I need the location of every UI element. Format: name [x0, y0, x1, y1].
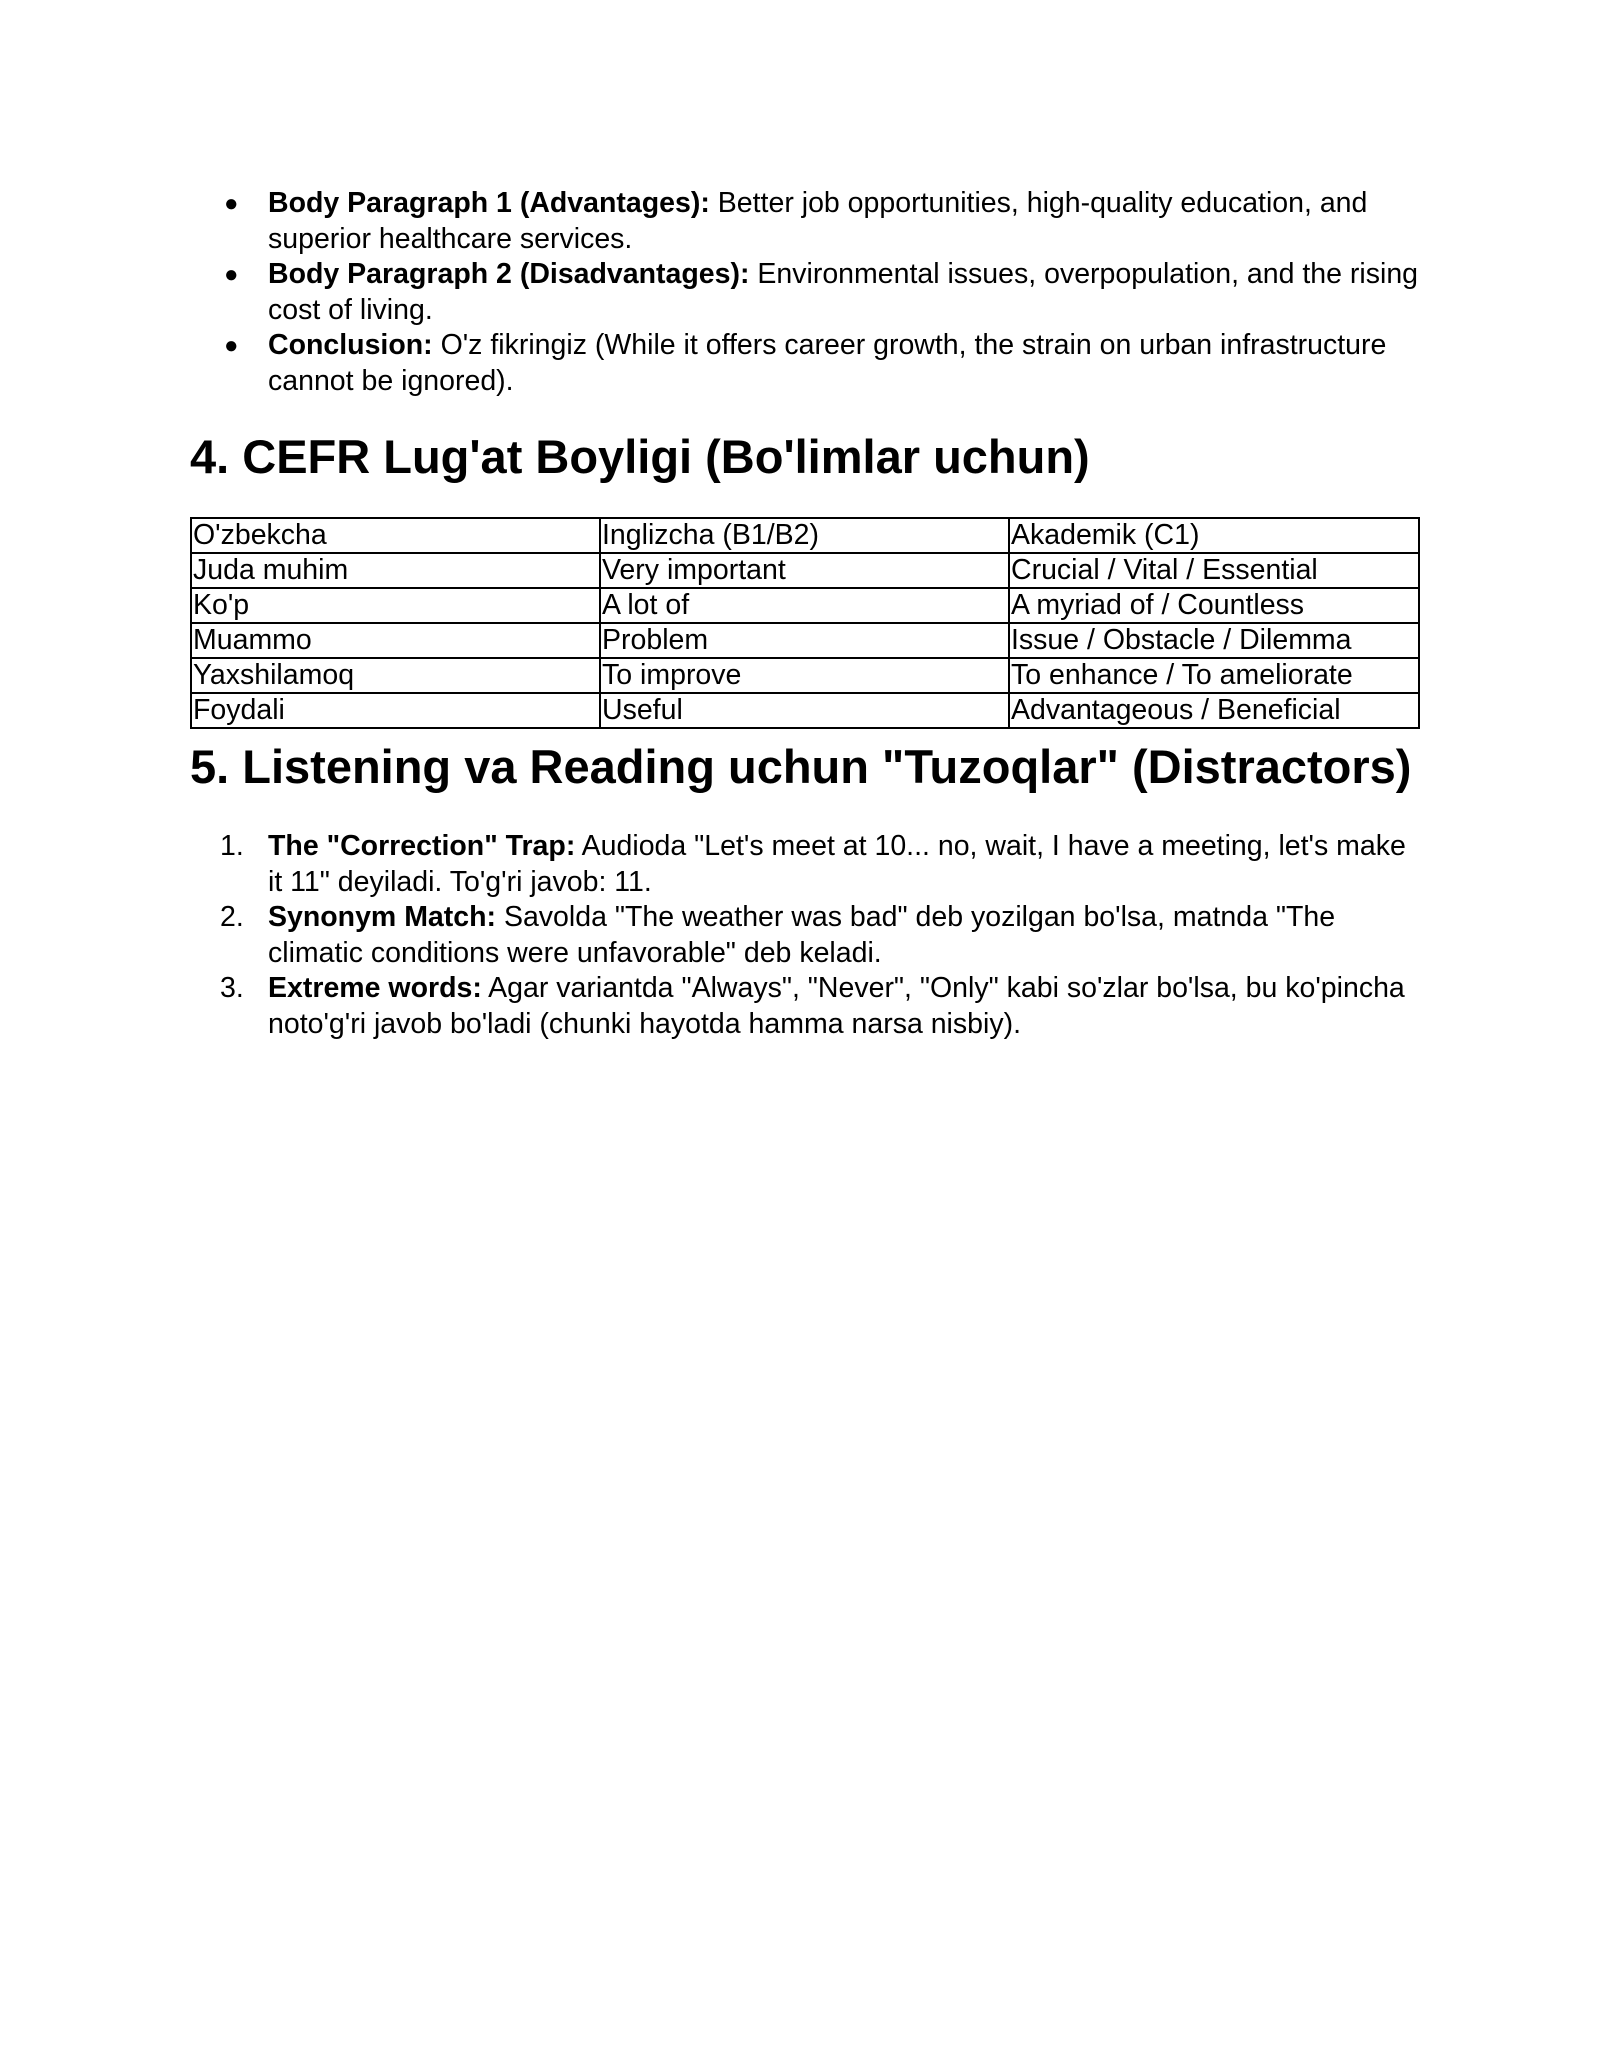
- list-item-text: Audioda "Let's meet at 10... no, wait, I have a meeting, let's make it 11" deyiladi. To'g'ri javob: 11.: [268, 830, 1406, 898]
- table-header-cell: O'zbekcha: [191, 518, 600, 553]
- list-item-text: O'z fikringiz (While it offers career growth, the strain on urban infrastructure cannot be ignored).: [268, 329, 1387, 397]
- table-cell: Very important: [600, 553, 1009, 588]
- table-row: [191, 693, 1419, 728]
- list-item-text: Environmental issues, overpopulation, and the rising cost of living.: [268, 258, 1419, 326]
- list-number: 2.: [220, 901, 244, 933]
- section-heading-vocabulary: 4. CEFR Lug'at Boyligi (Bo'limlar uchun): [190, 430, 1090, 483]
- list-item: [190, 186, 1420, 257]
- table-cell: A myriad of / Countless: [1009, 588, 1419, 623]
- table-row: [191, 623, 1419, 658]
- list-item-label: The "Correction" Trap:: [268, 830, 576, 862]
- section-heading-distractors: 5. Listening va Reading uchun "Tuzoqlar" (Distractors): [190, 740, 1412, 793]
- table-row: [191, 658, 1419, 693]
- list-number: 1.: [220, 830, 244, 862]
- table-cell: To improve: [600, 658, 1009, 693]
- list-item-text: Savolda "The weather was bad" deb yozilgan bo'lsa, matnda "The climatic conditions were unfavorable" deb keladi.: [268, 901, 1336, 969]
- table-cell: Problem: [600, 623, 1009, 658]
- table-cell: Yaxshilamoq: [191, 658, 600, 693]
- list-item: [190, 900, 1420, 971]
- table-cell: A lot of: [600, 588, 1009, 623]
- list-item: [190, 829, 1420, 900]
- list-item-text: Agar variantda "Always", "Never", "Only" kabi so'zlar bo'lsa, bu ko'pincha noto'g'ri javob bo'ladi (chunki hayotda hamma narsa nisbiy).: [268, 972, 1405, 1040]
- table-row: [191, 553, 1419, 588]
- table-cell: Ko'p: [191, 588, 600, 623]
- table-cell: Issue / Obstacle / Dilemma: [1009, 623, 1419, 658]
- bullet-icon: ●: [224, 332, 239, 359]
- table-cell: To enhance / To ameliorate: [1009, 658, 1419, 693]
- vocabulary-table: [190, 517, 1420, 729]
- list-item-label: Conclusion:: [268, 329, 433, 361]
- bullet-icon: ●: [224, 261, 239, 288]
- table-cell: Useful: [600, 693, 1009, 728]
- table-cell: Foydali: [191, 693, 600, 728]
- list-item: [190, 971, 1420, 1042]
- list-item-label: Body Paragraph 1 (Advantages):: [268, 187, 710, 219]
- table-cell: Crucial / Vital / Essential: [1009, 553, 1419, 588]
- bullet-icon: ●: [224, 190, 239, 217]
- essay-outline-list: [190, 186, 1420, 399]
- list-item: [190, 328, 1420, 399]
- list-item-label: Extreme words:: [268, 972, 482, 1004]
- table-header-row: [191, 518, 1419, 553]
- table-cell: Muammo: [191, 623, 600, 658]
- list-item: [190, 257, 1420, 328]
- table-header-cell: Inglizcha (B1/B2): [600, 518, 1009, 553]
- list-number: 3.: [220, 972, 244, 1004]
- list-item-text: Better job opportunities, high-quality education, and superior healthcare services.: [268, 187, 1368, 255]
- distractors-list: [190, 829, 1420, 1042]
- table-header-cell: Akademik (C1): [1009, 518, 1419, 553]
- table-cell: Advantageous / Beneficial: [1009, 693, 1419, 728]
- table-row: [191, 588, 1419, 623]
- list-item-label: Body Paragraph 2 (Disadvantages):: [268, 258, 750, 290]
- table-cell: Juda muhim: [191, 553, 600, 588]
- list-item-label: Synonym Match:: [268, 901, 497, 933]
